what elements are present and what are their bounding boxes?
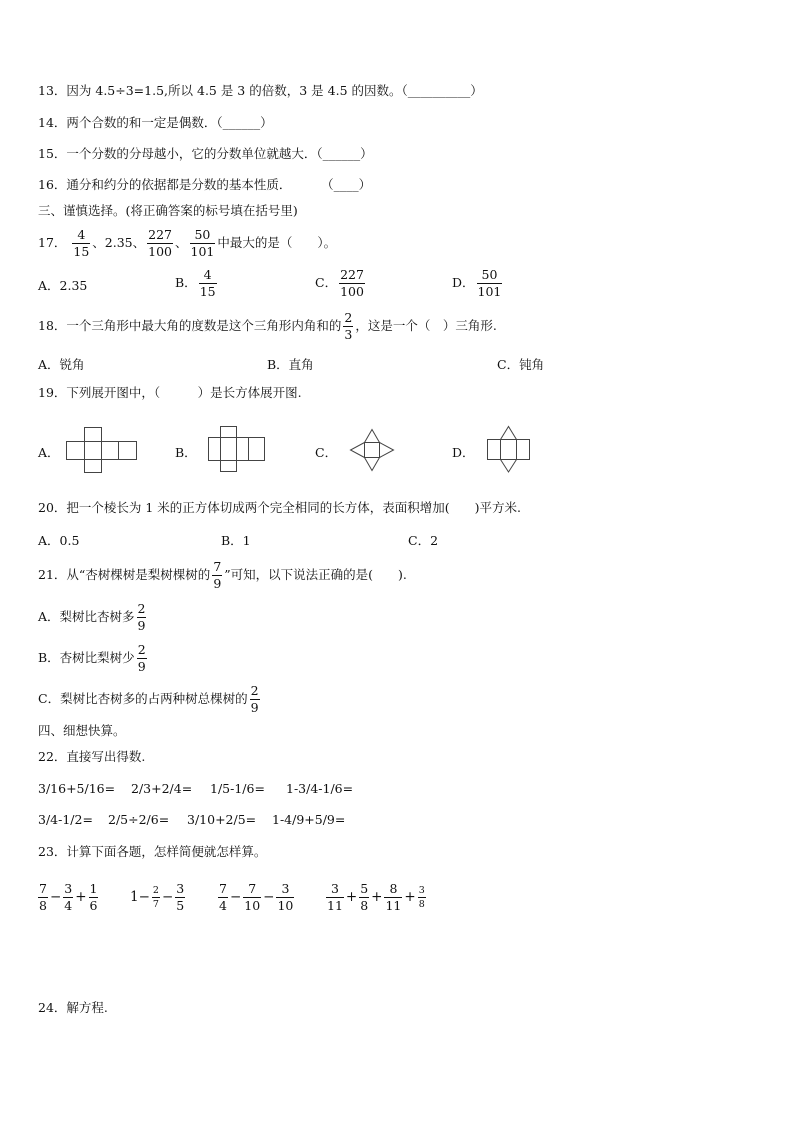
q21-option-c[interactable]: C．梨树比杏树多的占两种树总棵树的 $\frac{2}{9}$ bbox=[38, 682, 259, 715]
q18-option-b[interactable]: B．直角 bbox=[267, 357, 314, 372]
q19: 19．下列展开图中，（ ）是长方体展开图. bbox=[38, 385, 302, 400]
section-3-heading: 三、谨慎选择。(将正确答案的标号填在括号里) bbox=[38, 203, 298, 218]
q16: 16．通分和约分的依据都是分数的基本性质． （____） bbox=[38, 177, 372, 192]
q23: 23．计算下面各题，怎样简便就怎样算。 bbox=[38, 844, 267, 859]
q22-item: 1-3/4-1/6= bbox=[286, 781, 354, 796]
q17-fraction-3: $\frac{50}{101}$ bbox=[190, 226, 215, 259]
q18-option-c[interactable]: C．钝角 bbox=[497, 357, 545, 372]
net-c-figure bbox=[350, 429, 395, 472]
q21: 21．从“杏树棵树是梨树棵树的 $\frac{7}{9}$ ”可知，以下说法正确的是( ). bbox=[38, 558, 407, 591]
q22-item: 2/3+2/4= bbox=[131, 781, 193, 796]
q18-option-a[interactable]: A．锐角 bbox=[38, 357, 85, 372]
q15: 15．一个分数的分母越小，它的分数单位就越大．（______） bbox=[38, 146, 373, 161]
q22-item: 3/4-1/2= bbox=[38, 812, 93, 827]
q17-fraction-2: $\frac{227}{100}$ bbox=[148, 226, 172, 259]
q22-item: 1/5-1/6= bbox=[210, 781, 265, 796]
q23-expression-1: $\frac{7}{8}$ − $\frac{3}{4}$ + $\frac{1}{6}$ bbox=[39, 880, 98, 913]
q18-fraction: $\frac{2}{3}$ bbox=[344, 309, 353, 342]
q22: 22．直接写出得数. bbox=[38, 749, 146, 764]
q20-option-b[interactable]: B．1 bbox=[221, 533, 251, 548]
q23-expression-3: $\frac{7}{4}$ − $\frac{7}{10}$ − $\frac{3}{10}$ bbox=[219, 880, 294, 913]
q23-expression-4: $\frac{3}{11}$ + $\frac{5}{8}$ + $\frac{8}{11}$ + $\frac{3}{8}$ bbox=[327, 880, 425, 913]
q14: 14．两个合数的和一定是偶数．（______） bbox=[38, 115, 273, 130]
q17: 17． $\frac{4}{15}$ 、2.35、 $\frac{227}{100}$ 、 $\frac{50}{101}$ 中最大的是（ ）。 bbox=[38, 226, 337, 259]
q18: 18．一个三角形中最大角的度数是这个三角形内角和的 $\frac{2}{3}$ ，这是一个（ ）三角形. bbox=[38, 309, 497, 342]
q21-option-a[interactable]: A．梨树比杏树多 $\frac{2}{9}$ bbox=[38, 600, 146, 633]
q20: 20．把一个棱长为 1 米的正方体切成两个完全相同的长方体，表面积增加( )平方米. bbox=[38, 500, 522, 515]
q24: 24．解方程. bbox=[38, 1000, 108, 1015]
q19-option-c[interactable]: C． bbox=[315, 445, 338, 460]
q22-item: 1-4/9+5/9= bbox=[272, 812, 346, 827]
q22-item: 2/5÷2/6= bbox=[108, 812, 170, 827]
q17-option-a[interactable]: A．2.35 bbox=[38, 278, 88, 293]
q17-option-b[interactable]: B． $\frac{4}{15}$ bbox=[175, 266, 216, 299]
q17-fraction-1: $\frac{4}{15}$ bbox=[73, 226, 90, 259]
q22-item: 3/16+5/16= bbox=[38, 781, 116, 796]
net-b-figure bbox=[208, 426, 266, 473]
q21-fraction: $\frac{7}{9}$ bbox=[213, 558, 222, 591]
q20-option-a[interactable]: A．0.5 bbox=[38, 533, 80, 548]
q13: 13．因为 4.5÷3=1.5,所以 4.5 是 3 的倍数，3 是 4.5 的因数。（__________） bbox=[38, 83, 483, 98]
q23-expression-2: 1− $\frac{2}{7}$ − $\frac{3}{5}$ bbox=[130, 880, 185, 913]
q19-option-a[interactable]: A． bbox=[38, 445, 60, 460]
q17-option-c[interactable]: C． $\frac{227}{100}$ bbox=[315, 266, 364, 299]
section-4-heading: 四、细想快算。 bbox=[38, 723, 126, 738]
q19-option-d[interactable]: D． bbox=[452, 445, 475, 460]
q19-option-b[interactable]: B． bbox=[175, 445, 197, 460]
q20-option-c[interactable]: C．2 bbox=[408, 533, 439, 548]
q22-item: 3/10+2/5= bbox=[187, 812, 257, 827]
q16-blank: （____） bbox=[327, 177, 372, 192]
q21-option-b[interactable]: B．杏树比梨树少 $\frac{2}{9}$ bbox=[38, 641, 146, 674]
net-a-figure bbox=[66, 427, 138, 473]
net-d-figure bbox=[487, 426, 531, 473]
q17-option-d[interactable]: D． $\frac{50}{101}$ bbox=[452, 266, 502, 299]
